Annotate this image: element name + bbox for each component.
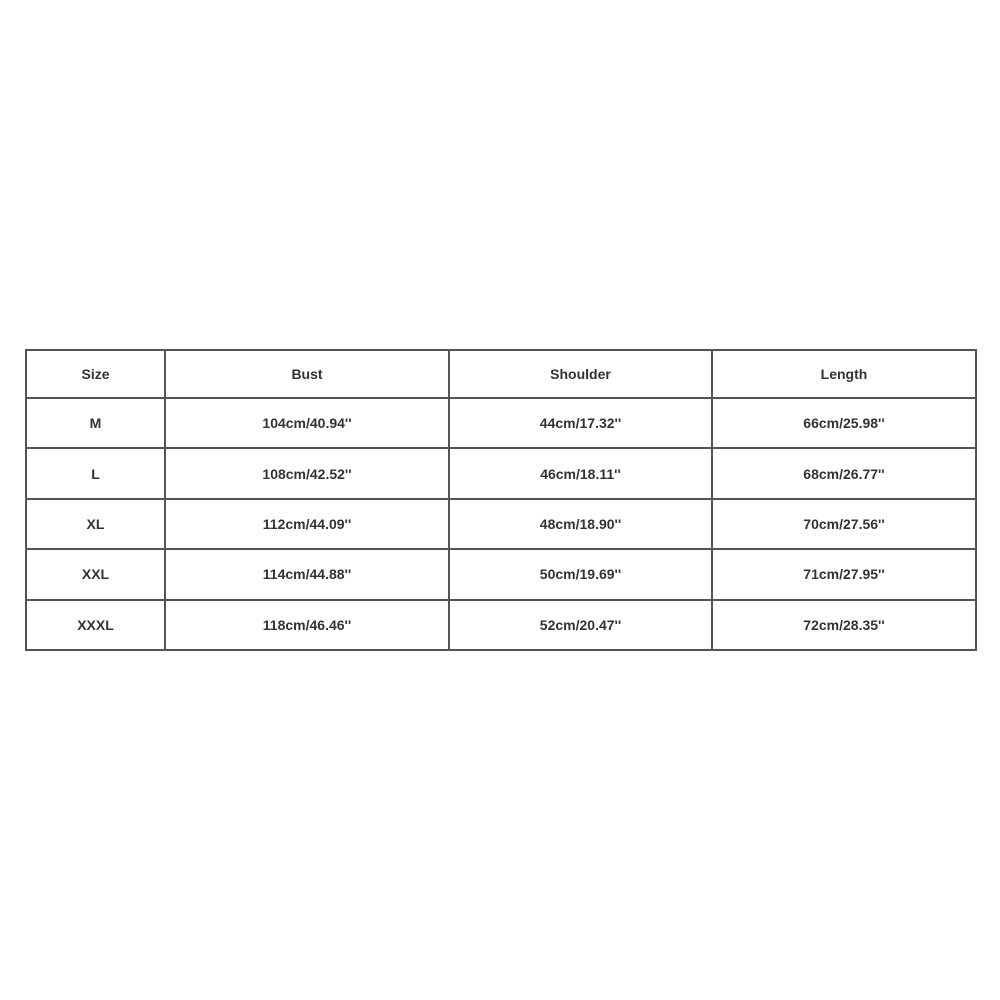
cell-length: 66cm/25.98''	[712, 398, 976, 448]
cell-size: XXXL	[26, 600, 165, 650]
cell-size: M	[26, 398, 165, 448]
table-row	[26, 549, 976, 599]
cell-length: 72cm/28.35''	[712, 600, 976, 650]
cell-size: XXL	[26, 549, 165, 599]
cell-shoulder: 46cm/18.11''	[449, 448, 712, 498]
header-bust: Bust	[165, 350, 449, 398]
cell-bust: 114cm/44.88''	[165, 549, 449, 599]
cell-length: 70cm/27.56''	[712, 499, 976, 549]
cell-bust: 104cm/40.94''	[165, 398, 449, 448]
cell-size: L	[26, 448, 165, 498]
cell-size: XL	[26, 499, 165, 549]
size-chart-table	[25, 349, 977, 651]
table-row	[26, 499, 976, 549]
table-row	[26, 448, 976, 498]
table-row	[26, 600, 976, 650]
cell-shoulder: 48cm/18.90''	[449, 499, 712, 549]
cell-bust: 118cm/46.46''	[165, 600, 449, 650]
cell-length: 68cm/26.77''	[712, 448, 976, 498]
header-shoulder: Shoulder	[449, 350, 712, 398]
cell-shoulder: 50cm/19.69''	[449, 549, 712, 599]
table-row	[26, 398, 976, 448]
table-header-row	[26, 350, 976, 398]
cell-shoulder: 52cm/20.47''	[449, 600, 712, 650]
cell-shoulder: 44cm/17.32''	[449, 398, 712, 448]
cell-bust: 108cm/42.52''	[165, 448, 449, 498]
cell-bust: 112cm/44.09''	[165, 499, 449, 549]
header-size: Size	[26, 350, 165, 398]
header-length: Length	[712, 350, 976, 398]
cell-length: 71cm/27.95''	[712, 549, 976, 599]
